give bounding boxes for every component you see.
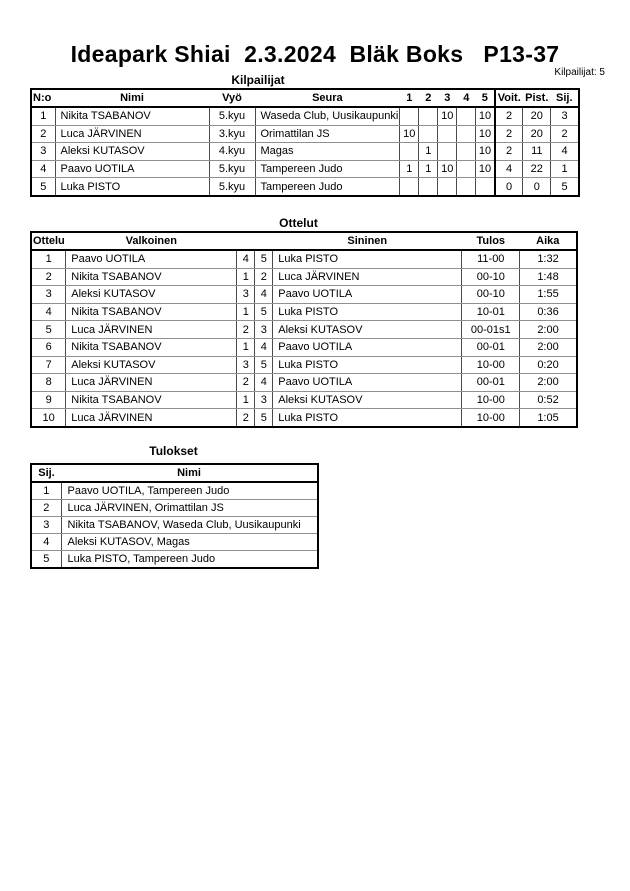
table-cell: 10 — [476, 107, 495, 125]
table-cell: 4 — [255, 286, 273, 304]
table-row — [31, 143, 579, 161]
table-row — [31, 303, 577, 321]
table-cell: 00-01 — [462, 374, 520, 392]
table-cell: Luca JÄRVINEN — [66, 409, 237, 427]
table-cell: 10-00 — [462, 409, 520, 427]
table-cell: 6 — [31, 338, 66, 356]
table-cell: 11-00 — [462, 250, 520, 268]
table-cell: 10 — [476, 143, 495, 161]
table-cell: 1 — [400, 160, 419, 178]
table-cell: 0:36 — [520, 303, 577, 321]
table-cell — [457, 107, 476, 125]
table-cell: Orimattilan JS — [255, 125, 400, 143]
table-cell: Luca JÄRVINEN — [55, 125, 209, 143]
table-cell: Aleksi KUTASOV — [273, 321, 462, 339]
column-header: 5 — [476, 89, 495, 107]
table-cell — [438, 178, 457, 196]
table-row — [31, 286, 577, 304]
table-cell: Luka PISTO — [273, 250, 462, 268]
table-cell: 3 — [237, 356, 255, 374]
table-cell: 4 — [255, 338, 273, 356]
table-cell: Luka PISTO — [273, 356, 462, 374]
table-cell: 7 — [31, 356, 66, 374]
ottelut-table — [30, 231, 578, 428]
table-cell: Nikita TSABANOV — [66, 268, 237, 286]
table-row — [31, 517, 318, 534]
table-cell: 5 — [255, 409, 273, 427]
table-cell: Luka PISTO — [55, 178, 209, 196]
table-cell: Nikita TSABANOV — [55, 107, 209, 125]
table-cell — [419, 107, 438, 125]
table-cell: Aleksi KUTASOV — [55, 143, 209, 161]
table-cell: 1 — [31, 250, 66, 268]
table-cell: 0 — [495, 178, 523, 196]
table-cell: 2 — [551, 125, 579, 143]
table-cell: 4 — [31, 303, 66, 321]
table-cell: 5 — [551, 178, 579, 196]
table-cell — [419, 125, 438, 143]
table-cell: 3 — [255, 391, 273, 409]
table-cell: 5.kyu — [209, 178, 255, 196]
table-cell — [457, 178, 476, 196]
table-cell — [419, 178, 438, 196]
table-cell: Aleksi KUTASOV, Magas — [61, 534, 318, 551]
table-cell: 3 — [237, 286, 255, 304]
table-cell: 10 — [438, 160, 457, 178]
table-cell: 2 — [495, 107, 523, 125]
table-cell: 1 — [237, 303, 255, 321]
competitors-count: Kilpailijat: 5 — [554, 67, 605, 78]
table-cell: 1 — [237, 391, 255, 409]
table-cell: Nikita TSABANOV — [66, 338, 237, 356]
table-cell: 2:00 — [520, 338, 577, 356]
table-cell: 11 — [523, 143, 551, 161]
table-cell: 1 — [237, 268, 255, 286]
table-cell: 4 — [31, 160, 55, 178]
column-header: Sininen — [273, 232, 462, 250]
table-cell: 10-00 — [462, 356, 520, 374]
kilpailijat-table — [30, 88, 580, 197]
table-cell: 5 — [31, 321, 66, 339]
table-cell — [400, 178, 419, 196]
table-cell: 0:20 — [520, 356, 577, 374]
table-cell: 2 — [31, 500, 61, 517]
table-cell: Paavo UOTILA, Tampereen Judo — [61, 482, 318, 500]
table-cell: 10-01 — [462, 303, 520, 321]
table-cell: Paavo UOTILA — [273, 286, 462, 304]
column-header: Pist. — [523, 89, 551, 107]
column-header — [237, 232, 255, 250]
table-cell: 3 — [551, 107, 579, 125]
table-cell — [476, 178, 495, 196]
table-row — [31, 338, 577, 356]
column-header: Vyö — [209, 89, 255, 107]
table-cell: 2 — [237, 321, 255, 339]
table-cell: Magas — [255, 143, 400, 161]
column-header — [255, 232, 273, 250]
table-cell: 3 — [255, 321, 273, 339]
table-cell: 2:00 — [520, 374, 577, 392]
tulokset-table — [30, 463, 319, 569]
column-header: 1 — [400, 89, 419, 107]
table-cell: 1 — [31, 107, 55, 125]
table-cell: 1:48 — [520, 268, 577, 286]
table-cell: 8 — [31, 374, 66, 392]
table-row — [31, 482, 318, 500]
table-cell: 1:32 — [520, 250, 577, 268]
table-cell — [457, 125, 476, 143]
table-cell: Luka PISTO — [273, 409, 462, 427]
column-header: 4 — [457, 89, 476, 107]
table-cell: 00-01 — [462, 338, 520, 356]
table-cell: Nikita TSABANOV — [66, 303, 237, 321]
table-cell: Tampereen Judo — [255, 160, 400, 178]
table-cell: 20 — [523, 107, 551, 125]
table-cell: 10 — [31, 409, 66, 427]
table-cell: 5 — [255, 356, 273, 374]
table-cell: 4 — [255, 374, 273, 392]
header-row — [31, 89, 579, 107]
table-cell: Aleksi KUTASOV — [66, 286, 237, 304]
table-cell: 2:00 — [520, 321, 577, 339]
table-cell: Tampereen Judo — [255, 178, 400, 196]
column-header: Voit. — [495, 89, 523, 107]
table-row — [31, 391, 577, 409]
table-cell: 3 — [31, 143, 55, 161]
table-row — [31, 178, 579, 196]
table-row — [31, 534, 318, 551]
table-cell: 1:55 — [520, 286, 577, 304]
table-cell: Luca JÄRVINEN, Orimattilan JS — [61, 500, 318, 517]
table-row — [31, 250, 577, 268]
table-cell: 2 — [31, 125, 55, 143]
table-cell: 4 — [551, 143, 579, 161]
table-cell: 10 — [438, 107, 457, 125]
table-cell: 3.kyu — [209, 125, 255, 143]
table-cell: Luca JÄRVINEN — [66, 321, 237, 339]
column-header: Sij. — [551, 89, 579, 107]
table-cell: Luka PISTO — [273, 303, 462, 321]
table-row — [31, 268, 577, 286]
table-cell: 5 — [255, 250, 273, 268]
column-header: 2 — [419, 89, 438, 107]
table-cell: 0 — [523, 178, 551, 196]
table-cell: Aleksi KUTASOV — [273, 391, 462, 409]
section-title-kilpailijat: Kilpailijat — [231, 73, 285, 87]
table-cell: 4 — [237, 250, 255, 268]
table-cell: 4.kyu — [209, 143, 255, 161]
table-cell: Nikita TSABANOV, Waseda Club, Uusikaupunki — [61, 517, 318, 534]
table-cell — [438, 143, 457, 161]
table-cell: 5 — [31, 551, 61, 569]
table-row — [31, 409, 577, 427]
table-cell: Waseda Club, Uusikaupunki — [255, 107, 400, 125]
column-header: Valkoinen — [66, 232, 237, 250]
table-row — [31, 107, 579, 125]
table-cell: 00-01s1 — [462, 321, 520, 339]
table-cell: 10 — [476, 160, 495, 178]
table-cell: Paavo UOTILA — [273, 338, 462, 356]
table-cell: 1 — [551, 160, 579, 178]
column-header: 3 — [438, 89, 457, 107]
table-cell: 2 — [237, 374, 255, 392]
table-cell: 2 — [237, 409, 255, 427]
header-row — [31, 232, 577, 250]
table-cell: 10 — [476, 125, 495, 143]
table-cell: 22 — [523, 160, 551, 178]
table-cell: Luka PISTO, Tampereen Judo — [61, 551, 318, 569]
column-header: Sij. — [31, 464, 61, 482]
table-cell: 0:52 — [520, 391, 577, 409]
table-row — [31, 374, 577, 392]
table-cell: 2 — [495, 125, 523, 143]
table-cell: Aleksi KUTASOV — [66, 356, 237, 374]
section-title-ottelut: Ottelut — [279, 216, 318, 230]
table-cell: 1 — [237, 338, 255, 356]
table-cell: Paavo UOTILA — [55, 160, 209, 178]
table-cell: 00-10 — [462, 286, 520, 304]
table-row — [31, 356, 577, 374]
table-cell — [438, 125, 457, 143]
table-cell: 10-00 — [462, 391, 520, 409]
column-header: Nimi — [61, 464, 318, 482]
table-cell: 5.kyu — [209, 160, 255, 178]
table-cell: 20 — [523, 125, 551, 143]
table-cell: 1 — [419, 143, 438, 161]
table-cell — [400, 107, 419, 125]
table-cell: 3 — [31, 286, 66, 304]
column-header: Ottelu — [31, 232, 66, 250]
table-cell — [400, 143, 419, 161]
table-cell: 4 — [495, 160, 523, 178]
table-cell: 1 — [419, 160, 438, 178]
table-cell: 2 — [31, 268, 66, 286]
table-cell: Luca JÄRVINEN — [66, 374, 237, 392]
table-cell: 2 — [495, 143, 523, 161]
table-cell: 2 — [255, 268, 273, 286]
column-header: Tulos — [462, 232, 520, 250]
table-row — [31, 500, 318, 517]
column-header: Aika — [520, 232, 577, 250]
table-cell — [457, 143, 476, 161]
table-cell: 5 — [31, 178, 55, 196]
column-header: Nimi — [55, 89, 209, 107]
header-row — [31, 464, 318, 482]
table-cell: 5 — [255, 303, 273, 321]
table-cell: 00-10 — [462, 268, 520, 286]
table-cell — [457, 160, 476, 178]
table-row — [31, 160, 579, 178]
table-row — [31, 125, 579, 143]
table-cell: 1 — [31, 482, 61, 500]
table-cell: 1:05 — [520, 409, 577, 427]
table-row — [31, 551, 318, 569]
table-cell: 4 — [31, 534, 61, 551]
page-title: Ideapark Shiai 2.3.2024 Bläk Boks P13-37 — [70, 41, 560, 67]
column-header: Seura — [255, 89, 400, 107]
table-cell: Paavo UOTILA — [66, 250, 237, 268]
table-cell: 9 — [31, 391, 66, 409]
table-row — [31, 321, 577, 339]
section-title-tulokset: Tulokset — [149, 444, 198, 458]
table-cell: Luca JÄRVINEN — [273, 268, 462, 286]
table-cell: 5.kyu — [209, 107, 255, 125]
column-header: N:o — [31, 89, 55, 107]
table-cell: Paavo UOTILA — [273, 374, 462, 392]
table-cell: Nikita TSABANOV — [66, 391, 237, 409]
table-cell: 10 — [400, 125, 419, 143]
table-cell: 3 — [31, 517, 61, 534]
